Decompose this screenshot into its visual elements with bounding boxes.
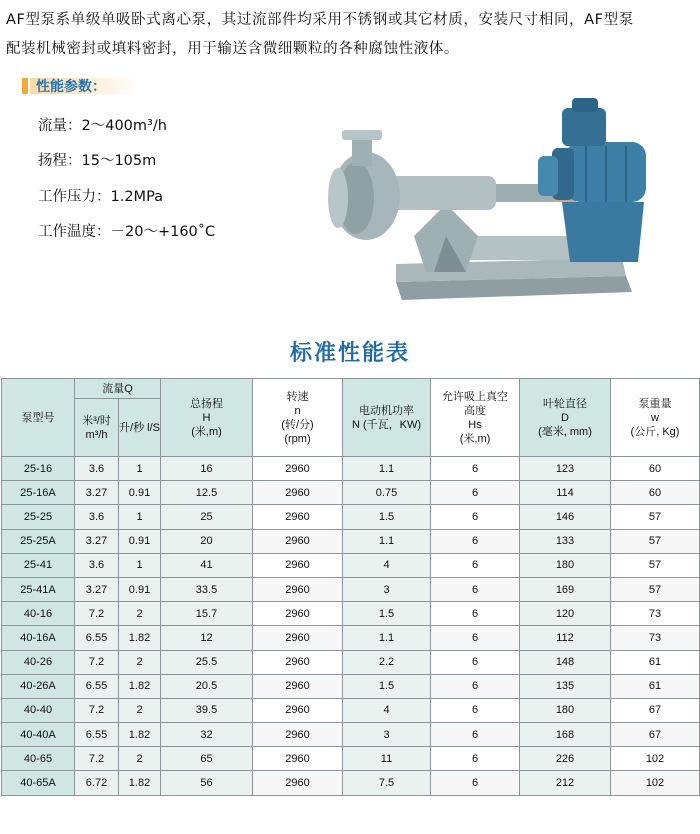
cell-head: 25.5 [161,650,253,674]
cell-weight: 73 [611,602,700,626]
cell-head: 33.5 [161,577,253,601]
cell-head: 20.5 [161,674,253,698]
cell-flow-m3h: 7.2 [75,698,119,722]
cell-power: 2.2 [343,650,431,674]
cell-npsh: 6 [431,529,520,553]
header-power: 电动机功率 N (千瓦，KW) [343,379,431,457]
cell-flow-m3h: 3.6 [75,505,119,529]
cell-impeller: 120 [520,602,611,626]
header-speed: 转速 n (转/分) (rpm) [253,379,343,457]
cell-speed: 2960 [253,650,343,674]
cell-weight: 102 [611,771,700,795]
cell-flow-m3h: 6.55 [75,674,119,698]
cell-head: 16 [161,457,253,481]
performance-table [1,378,700,796]
cell-power: 0.75 [343,481,431,505]
cell-flow-ls: 1.82 [119,626,161,650]
cell-npsh: 6 [431,602,520,626]
table-row [2,771,700,795]
cell-flow-m3h: 3.6 [75,553,119,577]
cell-speed: 2960 [253,457,343,481]
cell-flow-ls: 2 [119,698,161,722]
cell-power: 1.1 [343,529,431,553]
cell-weight: 67 [611,698,700,722]
cell-impeller: 135 [520,674,611,698]
param-head: 扬程：15～105m [38,153,157,169]
header-impeller: 叶轮直径 D (毫米, mm) [520,379,611,457]
cell-npsh: 6 [431,747,520,771]
cell-speed: 2960 [253,553,343,577]
cell-npsh: 6 [431,553,520,577]
cell-flow-ls: 1.82 [119,771,161,795]
cell-flow-ls: 2 [119,650,161,674]
cell-flow-ls: 2 [119,747,161,771]
cell-power: 3 [343,723,431,747]
cell-flow-ls: 1.82 [119,723,161,747]
table-row [2,481,700,505]
header-npsh: 允许吸上真空 高度 Hs (米,m) [431,379,520,457]
cell-weight: 60 [611,481,700,505]
cell-model: 40-40 [2,698,75,722]
cell-head: 32 [161,723,253,747]
cell-head: 25 [161,505,253,529]
cell-weight: 57 [611,577,700,601]
cell-speed: 2960 [253,723,343,747]
table-row [2,577,700,601]
cell-power: 4 [343,553,431,577]
param-flow: 流量：2～400m³/h [38,118,167,134]
table-row [2,505,700,529]
intro-line-1: AF型泵系单级单吸卧式离心泵，其过流部件均采用不锈钢或其它材质，安装尺寸相同，AF型泵 [6,12,634,28]
cell-speed: 2960 [253,577,343,601]
param-pressure: 工作压力：1.2MPa [38,189,164,205]
table-row [2,529,700,553]
cell-model: 25-16A [2,481,75,505]
cell-head: 20 [161,529,253,553]
cell-power: 1.5 [343,674,431,698]
cell-model: 25-25A [2,529,75,553]
cell-weight: 61 [611,674,700,698]
cell-speed: 2960 [253,747,343,771]
header-head: 总扬程 H (米,m) [161,379,253,457]
cell-power: 11 [343,747,431,771]
table-row [2,457,700,481]
cell-speed: 2960 [253,481,343,505]
header-model: 泵型号 [2,379,75,457]
cell-power: 1.1 [343,457,431,481]
table-row [2,723,700,747]
cell-impeller: 169 [520,577,611,601]
cell-flow-ls: 1 [119,553,161,577]
cell-speed: 2960 [253,626,343,650]
cell-weight: 57 [611,505,700,529]
params-heading-label: 性能参数： [36,79,106,95]
cell-model: 25-16 [2,457,75,481]
header-flow-ls: 升/秒 l/S [119,399,161,457]
intro-text [6,6,696,64]
cell-model: 40-16A [2,626,75,650]
cell-head: 39.5 [161,698,253,722]
pump-image [326,86,656,306]
cell-model: 25-25 [2,505,75,529]
cell-model: 40-16 [2,602,75,626]
cell-npsh: 6 [431,650,520,674]
table-row [2,553,700,577]
cell-head: 56 [161,771,253,795]
cell-impeller: 226 [520,747,611,771]
header-weight: 泵重量 w (公斤, Kg) [611,379,700,457]
cell-model: 40-65A [2,771,75,795]
cell-model: 40-40A [2,723,75,747]
cell-npsh: 6 [431,505,520,529]
cell-speed: 2960 [253,529,343,553]
cell-flow-m3h: 7.2 [75,747,119,771]
cell-impeller: 148 [520,650,611,674]
table-row [2,602,700,626]
cell-impeller: 123 [520,457,611,481]
cell-weight: 60 [611,457,700,481]
heading-marker [22,78,28,94]
cell-flow-m3h: 3.27 [75,481,119,505]
cell-model: 25-41 [2,553,75,577]
cell-flow-m3h: 3.27 [75,577,119,601]
table-row [2,650,700,674]
cell-npsh: 6 [431,674,520,698]
cell-model: 25-41A [2,577,75,601]
cell-flow-ls: 2 [119,602,161,626]
cell-weight: 102 [611,747,700,771]
cell-impeller: 114 [520,481,611,505]
cell-weight: 67 [611,723,700,747]
cell-impeller: 133 [520,529,611,553]
cell-flow-m3h: 3.6 [75,457,119,481]
cell-npsh: 6 [431,577,520,601]
cell-weight: 61 [611,650,700,674]
cell-model: 40-26A [2,674,75,698]
cell-npsh: 6 [431,481,520,505]
cell-flow-m3h: 6.72 [75,771,119,795]
cell-impeller: 112 [520,626,611,650]
table-body [2,457,700,796]
cell-npsh: 6 [431,626,520,650]
cell-impeller: 212 [520,771,611,795]
cell-weight: 57 [611,553,700,577]
header-flow: 流量Q [75,379,161,399]
cell-flow-ls: 0.91 [119,529,161,553]
cell-model: 40-26 [2,650,75,674]
cell-flow-m3h: 6.55 [75,723,119,747]
cell-head: 65 [161,747,253,771]
cell-impeller: 146 [520,505,611,529]
cell-impeller: 180 [520,553,611,577]
table-title: 标准性能表 [289,341,410,366]
cell-flow-m3h: 7.2 [75,650,119,674]
cell-npsh: 6 [431,771,520,795]
cell-model: 40-65 [2,747,75,771]
cell-flow-ls: 0.91 [119,577,161,601]
cell-head: 12.5 [161,481,253,505]
cell-flow-ls: 1.82 [119,674,161,698]
cell-head: 12 [161,626,253,650]
cell-speed: 2960 [253,602,343,626]
table-row [2,747,700,771]
cell-speed: 2960 [253,674,343,698]
cell-power: 1.1 [343,626,431,650]
header-flow-m3h: 米³/时 m³/h [75,399,119,457]
cell-weight: 57 [611,529,700,553]
cell-flow-m3h: 3.27 [75,529,119,553]
cell-power: 7.5 [343,771,431,795]
table-row [2,674,700,698]
table-row [2,626,700,650]
cell-flow-m3h: 7.2 [75,602,119,626]
cell-power: 4 [343,698,431,722]
cell-speed: 2960 [253,505,343,529]
cell-flow-m3h: 6.55 [75,626,119,650]
table-row [2,698,700,722]
cell-flow-ls: 1 [119,457,161,481]
cell-weight: 73 [611,626,700,650]
param-temperature: 工作温度：－20～+160˚C [38,224,216,240]
cell-npsh: 6 [431,698,520,722]
cell-speed: 2960 [253,698,343,722]
cell-npsh: 6 [431,457,520,481]
cell-npsh: 6 [431,723,520,747]
intro-line-2: 配装机械密封或填料密封，用于输送含微细颗粒的各种腐蚀性液体。 [6,41,459,57]
cell-head: 15.7 [161,602,253,626]
cell-power: 1.5 [343,602,431,626]
cell-flow-ls: 0.91 [119,481,161,505]
cell-head: 41 [161,553,253,577]
cell-power: 1.5 [343,505,431,529]
cell-power: 3 [343,577,431,601]
cell-flow-ls: 1 [119,505,161,529]
cell-impeller: 168 [520,723,611,747]
cell-speed: 2960 [253,771,343,795]
cell-impeller: 180 [520,698,611,722]
params-heading [22,76,140,96]
